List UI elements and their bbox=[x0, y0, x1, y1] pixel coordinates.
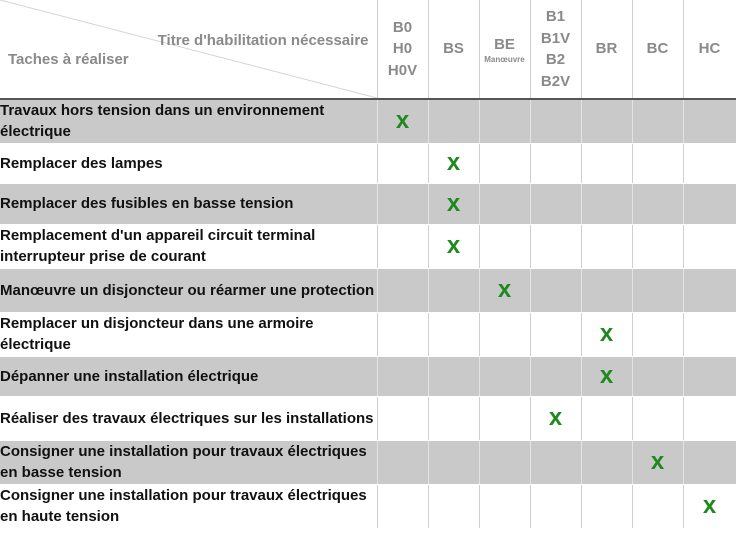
habilitation-cell bbox=[632, 143, 683, 183]
habilitation-cell bbox=[632, 183, 683, 224]
table-row bbox=[0, 484, 736, 528]
column-line: B1V bbox=[540, 29, 571, 47]
column-line: B0 bbox=[392, 18, 413, 36]
habilitation-cell bbox=[581, 396, 632, 440]
habilitation-cell bbox=[530, 268, 581, 312]
habilitation-cell bbox=[377, 268, 428, 312]
diagonal-divider bbox=[0, 0, 377, 98]
habilitation-cell bbox=[428, 356, 479, 396]
corner-header-cell bbox=[0, 0, 377, 99]
habilitation-cell bbox=[683, 224, 736, 268]
habilitation-cell bbox=[581, 224, 632, 268]
table-row bbox=[0, 183, 736, 224]
habilitation-cell bbox=[428, 183, 479, 224]
habilitation-cell bbox=[428, 440, 479, 484]
habilitation-cell bbox=[581, 440, 632, 484]
task-label: Remplacer des fusibles en basse tension bbox=[0, 183, 377, 224]
column-header-be bbox=[479, 0, 530, 99]
task-label: Réaliser des travaux électriques sur les installations bbox=[0, 396, 377, 440]
check-mark-icon: x bbox=[702, 492, 717, 519]
habilitation-cell bbox=[683, 312, 736, 356]
habilitation-cell bbox=[632, 268, 683, 312]
habilitation-cell bbox=[428, 312, 479, 356]
table-row bbox=[0, 268, 736, 312]
habilitation-cell bbox=[428, 268, 479, 312]
table-row bbox=[0, 99, 736, 143]
header-row bbox=[0, 0, 736, 99]
check-mark-icon: x bbox=[599, 320, 614, 347]
habilitation-cell bbox=[581, 312, 632, 356]
column-header-br bbox=[581, 0, 632, 99]
column-header-b1 bbox=[530, 0, 581, 99]
check-mark-icon: x bbox=[497, 276, 512, 303]
check-mark-icon: x bbox=[395, 107, 410, 135]
habilitation-cell bbox=[581, 268, 632, 312]
column-line: B2V bbox=[540, 72, 571, 90]
habilitation-cell bbox=[479, 183, 530, 224]
habilitation-cell bbox=[479, 356, 530, 396]
habilitation-cell bbox=[683, 440, 736, 484]
habilitation-cell bbox=[683, 99, 736, 143]
task-label: Travaux hors tension dans un environnement électrique bbox=[0, 99, 377, 143]
habilitation-cell bbox=[632, 356, 683, 396]
habilitation-cell bbox=[377, 396, 428, 440]
task-label: Remplacement d'un appareil circuit terminal interrupteur prise de courant bbox=[0, 224, 377, 268]
task-label: Remplacer des lampes bbox=[0, 143, 377, 183]
column-line: H0 bbox=[392, 40, 413, 58]
habilitation-cell bbox=[530, 99, 581, 143]
habilitation-cell bbox=[581, 484, 632, 528]
habilitation-cell bbox=[479, 224, 530, 268]
habilitation-cell bbox=[377, 312, 428, 356]
habilitation-cell bbox=[632, 484, 683, 528]
habilitation-cell bbox=[377, 440, 428, 484]
habilitation-cell bbox=[632, 396, 683, 440]
habilitation-cell bbox=[530, 183, 581, 224]
habilitation-cell bbox=[581, 183, 632, 224]
check-mark-icon: x bbox=[599, 362, 614, 389]
habilitation-cell bbox=[479, 99, 530, 143]
habilitation-cell bbox=[632, 99, 683, 143]
habilitation-cell bbox=[377, 143, 428, 183]
habilitation-cell bbox=[428, 396, 479, 440]
table-row bbox=[0, 224, 736, 268]
habilitation-cell bbox=[632, 440, 683, 484]
task-label: Manœuvre un disjoncteur ou réarmer une protection bbox=[0, 268, 377, 312]
habilitation-cell bbox=[530, 440, 581, 484]
habilitation-title: Titre d'habilitation nécessaire bbox=[157, 32, 369, 49]
habilitation-cell bbox=[530, 312, 581, 356]
task-label: Dépanner une installation électrique bbox=[0, 356, 377, 396]
habilitation-cell bbox=[479, 143, 530, 183]
table-row bbox=[0, 143, 736, 183]
task-label: Consigner une installation pour travaux électriques en basse tension bbox=[0, 440, 377, 484]
column-line: HC bbox=[698, 40, 721, 58]
habilitation-cell bbox=[428, 143, 479, 183]
check-mark-icon: x bbox=[548, 404, 563, 431]
table-row bbox=[0, 356, 736, 396]
habilitation-cell bbox=[530, 143, 581, 183]
column-line: BR bbox=[595, 40, 618, 58]
habilitation-cell bbox=[479, 396, 530, 440]
habilitation-cell bbox=[377, 99, 428, 143]
column-subtitle: Manœuvre bbox=[484, 55, 525, 65]
column-header-b0 bbox=[377, 0, 428, 99]
habilitation-cell bbox=[377, 356, 428, 396]
check-mark-icon: x bbox=[446, 232, 461, 259]
habilitation-cell bbox=[428, 224, 479, 268]
column-header-hc bbox=[683, 0, 736, 99]
table-row bbox=[0, 312, 736, 356]
task-label: Consigner une installation pour travaux électriques en haute tension bbox=[0, 484, 377, 528]
habilitation-cell bbox=[377, 183, 428, 224]
habilitation-cell bbox=[530, 356, 581, 396]
habilitation-cell bbox=[581, 99, 632, 143]
habilitation-cell bbox=[377, 484, 428, 528]
task-rows bbox=[0, 99, 736, 528]
habilitation-cell bbox=[683, 396, 736, 440]
habilitation-cell bbox=[632, 224, 683, 268]
tasks-title: Taches à réaliser bbox=[8, 51, 129, 68]
column-line: H0V bbox=[387, 61, 418, 79]
task-label: Remplacer un disjoncteur dans une armoire électrique bbox=[0, 312, 377, 356]
column-line: BS bbox=[443, 40, 464, 58]
habilitation-cell bbox=[479, 268, 530, 312]
column-header-bc bbox=[632, 0, 683, 99]
habilitation-cell bbox=[479, 440, 530, 484]
check-mark-icon: x bbox=[446, 189, 461, 217]
habilitation-cell bbox=[479, 484, 530, 528]
habilitation-cell bbox=[530, 396, 581, 440]
column-line: BC bbox=[646, 40, 669, 58]
habilitation-cell bbox=[683, 143, 736, 183]
check-mark-icon: x bbox=[446, 149, 461, 176]
habilitation-cell bbox=[530, 224, 581, 268]
check-mark-icon: x bbox=[650, 448, 665, 475]
habilitation-cell bbox=[428, 484, 479, 528]
habilitation-cell bbox=[581, 143, 632, 183]
habilitation-cell bbox=[683, 356, 736, 396]
habilitation-cell bbox=[377, 224, 428, 268]
habilitation-cell bbox=[683, 268, 736, 312]
habilitation-cell bbox=[530, 484, 581, 528]
table-row bbox=[0, 440, 736, 484]
table-row bbox=[0, 396, 736, 440]
habilitation-cell bbox=[428, 99, 479, 143]
habilitation-cell bbox=[632, 312, 683, 356]
column-line: B2 bbox=[545, 51, 566, 68]
column-header-bs bbox=[428, 0, 479, 99]
habilitation-cell bbox=[683, 484, 736, 528]
habilitation-cell bbox=[581, 356, 632, 396]
habilitation-cell bbox=[479, 312, 530, 356]
column-line: B1 bbox=[545, 8, 566, 25]
habilitation-cell bbox=[683, 183, 736, 224]
column-line: BE bbox=[494, 35, 515, 53]
